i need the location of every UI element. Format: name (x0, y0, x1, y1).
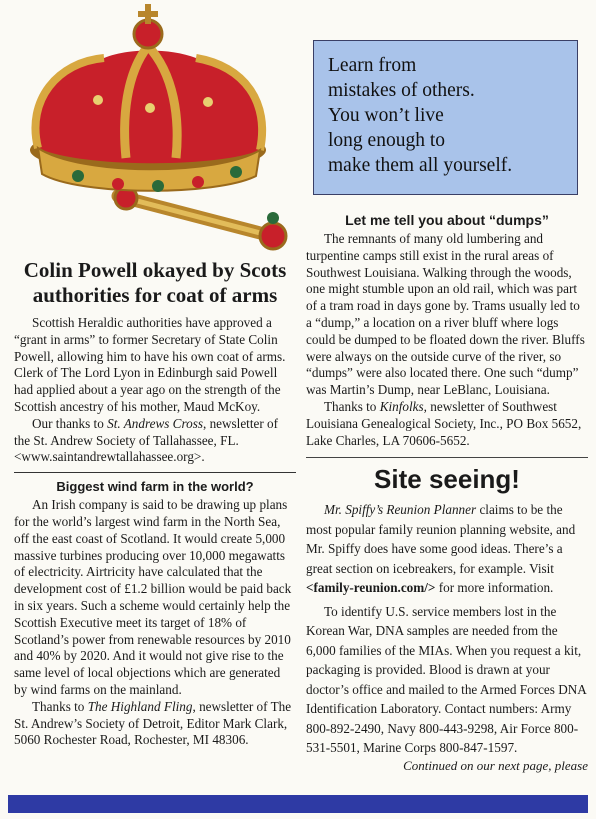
right-column (306, 212, 588, 774)
wind-farm-credit (14, 699, 296, 749)
credit-source: St. Andrews Cross (107, 415, 203, 431)
credit-source: The Highland Fling (87, 698, 193, 714)
quote-line: Learn from (328, 55, 417, 76)
planner-text: claims to be the most popular family reunion planning website, and Mr. Spiffy does have some good ideas. There’s a great section on icebreakers, for example. Visit (306, 502, 576, 576)
colin-powell-credit (14, 416, 296, 466)
continued-note: Continued on our next page, please (403, 757, 588, 773)
site-seeing-headline: Site seeing! (374, 464, 520, 495)
quote-line: mistakes of others. (328, 80, 475, 101)
colin-powell-headline: Colin Powell okayed by Scots authorities for coat of arms (23, 258, 287, 307)
planner-title: Mr. Spiffy’s Reunion Planner (324, 502, 477, 518)
dumps-headline: Let me tell you about “dumps” (345, 212, 549, 228)
dumps-paragraph: The remnants of many old lumbering and turpentine camps still exist in the rural areas of Southwest Louisiana. Walking through the woods, one might stumble upon an old rail, which was part of a tram road in days gone by. Trams usually led to a “dump,” a location on a river bluff where logs could be dumped to be floated down the river. Bluffs were always on the outside curve of the river, so “dumps” were also located there. One such “dump” was Martin’s Dump, near LeBlanc, Louisiana. (306, 231, 585, 398)
dumps-credit (306, 399, 588, 449)
credit-source: Kinfolks (379, 398, 424, 414)
scepter (115, 187, 286, 249)
credit-suffix: , newsletter of the St. Andrew Society of Tallahassee, FL. <www.saintandrewtallahassee.org>. (14, 415, 279, 465)
wind-farm-headline: Biggest wind farm in the world? (56, 479, 254, 495)
wind-farm-paragraph: An Irish company is said to be drawing up plans for the world’s largest wind farm in the North Sea, off the east coast of Scotland. It would create 5,000 massive turbines producing over 10,000 megawatts of electricity. Airtricity have calculated that the development cost of £1.2 billion would be paid back in six years. Such a scheme would certainly help the Scottish Executive meet its target of 18% of Scotland’s power from renewable resources by 2010 and 40% by 2020. And it would not give rise to the same level of local objections which are generated by wind farms on the mainland. (14, 497, 292, 697)
site-seeing-paragraph (306, 500, 588, 598)
credit-prefix: Thanks to (324, 398, 380, 414)
section-divider (14, 472, 296, 473)
reunion-url: <family-reunion.com/> (306, 580, 436, 596)
colin-powell-paragraph: Scottish Heraldic authorities have approved a “grant in arms” to former Secretary of State Colin Powell, allowing him to have his own coat of arms. Clerk of The Lord Lyon in Edinburgh said Powell had applied about a year ago on the strength of the Scottish ancestry of his mother, Maud McKoy. (14, 315, 286, 414)
crown-illustration (8, 0, 308, 255)
credit-prefix: Our thanks to (32, 415, 108, 431)
dna-paragraph: To identify U.S. service members lost in the Korean War, DNA samples are needed from the 6,000 families of the MIAs. When you request a kit, packaging is provided. Blood is drawn at your doctor’s office and mailed to the Armed Forces DNA Identification Laboratory. Contact numbers: Army 800-892-2490, Navy 800-443-9298, Air Force 800-531-5501, Marine Corps 800-847-1597. (306, 603, 587, 756)
quote-line: You won’t live (328, 105, 444, 126)
footer-bar (8, 795, 588, 813)
quote-line: make them all yourself. (328, 155, 513, 176)
credit-suffix: , newsletter of Southwest Louisiana Genealogical Society, Inc., PO Box 5652, Lake Charles, LA 70606-5652. (306, 398, 582, 448)
section-divider (306, 457, 588, 458)
crown (30, 4, 266, 192)
quote-box (313, 40, 578, 195)
credit-suffix: , newsletter of The St. Andrew’s Society of Detroit, Editor Mark Clark, 5060 Rochester Road, Rochester, MI 48306. (14, 698, 292, 748)
left-column (14, 258, 296, 749)
quote-line: long enough to (328, 130, 445, 151)
credit-prefix: Thanks to (32, 698, 88, 714)
planner-text-end: for more information. (435, 580, 554, 596)
